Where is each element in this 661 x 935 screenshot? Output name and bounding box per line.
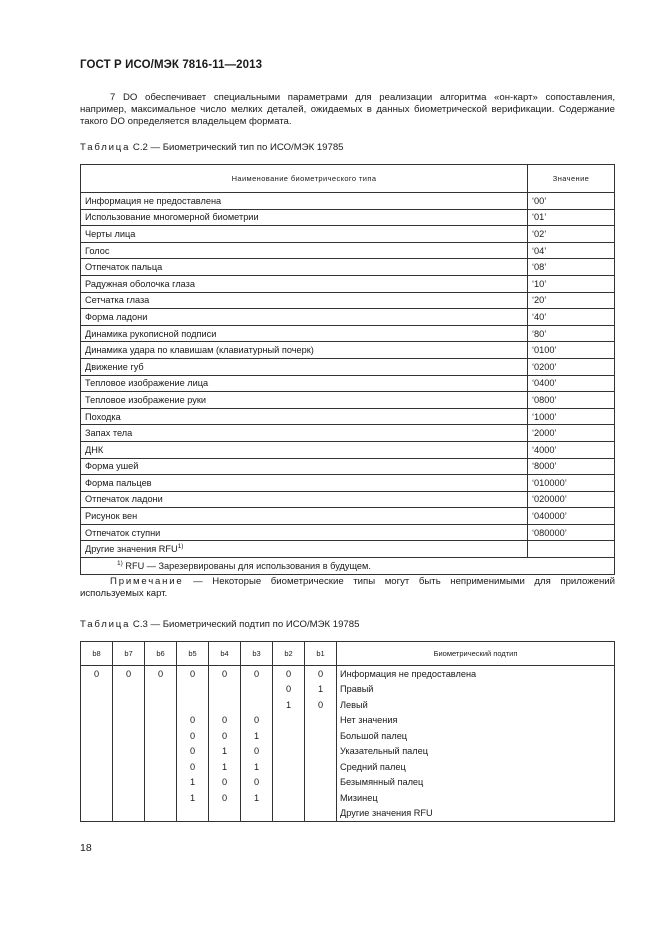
bit-cell: 1 <box>241 728 273 744</box>
subtype-name-cell: Безымянный палец <box>337 775 615 791</box>
bit-cell <box>81 682 113 698</box>
bit-cell: 1 <box>305 682 337 698</box>
table-row <box>81 790 615 806</box>
subtype-name-cell: Нет значения <box>337 713 615 729</box>
bit-cell <box>273 806 305 822</box>
footnote-mark: 1) <box>117 560 123 568</box>
bit-cell <box>81 713 113 729</box>
type-name-cell: Динамика рукописной подписи <box>81 325 528 342</box>
table-c3-caption-text: С.3 — Биометрический подтип по ИСО/МЭК 19785 <box>130 619 360 630</box>
table-row <box>81 666 615 682</box>
type-value-cell <box>528 541 615 558</box>
type-name-cell <box>81 541 528 558</box>
bit-cell <box>81 759 113 775</box>
table-row <box>81 524 615 541</box>
note-prefix: Примечание <box>110 576 184 587</box>
table-row <box>81 392 615 409</box>
bit-cell <box>81 790 113 806</box>
bit-column-header: b8 <box>81 642 113 666</box>
bit-cell <box>305 759 337 775</box>
bit-cell <box>81 806 113 822</box>
type-value-cell: ‘010000’ <box>528 475 615 492</box>
bit-cell <box>305 744 337 760</box>
biometric-subtype-table <box>80 641 615 822</box>
type-value-cell: ‘04’ <box>528 242 615 259</box>
bit-cell <box>305 775 337 791</box>
bit-cell <box>177 682 209 698</box>
table-c2-caption-prefix: Таблица <box>80 142 131 153</box>
bit-cell: 1 <box>209 759 241 775</box>
bit-cell <box>305 806 337 822</box>
bit-cell <box>145 775 177 791</box>
note-paragraph <box>80 576 615 600</box>
bit-cell: 0 <box>305 666 337 682</box>
bit-cell <box>145 744 177 760</box>
type-value-cell: ‘02’ <box>528 226 615 243</box>
bit-cell <box>273 790 305 806</box>
bit-cell: 0 <box>273 682 305 698</box>
bit-cell: 0 <box>209 666 241 682</box>
bit-cell <box>273 728 305 744</box>
type-name-cell: Форма пальцев <box>81 475 528 492</box>
bit-cell <box>113 744 145 760</box>
table-row <box>81 541 615 558</box>
table-c3-caption <box>80 619 359 630</box>
bit-cell <box>209 806 241 822</box>
type-value-cell: ‘0800’ <box>528 392 615 409</box>
bit-cell <box>113 697 145 713</box>
table-row <box>81 408 615 425</box>
table-row <box>81 728 615 744</box>
bit-cell <box>177 806 209 822</box>
type-name-cell: Сетчатка глаза <box>81 292 528 309</box>
page-number: 18 <box>80 842 92 854</box>
bit-cell: 0 <box>273 666 305 682</box>
bit-cell: 1 <box>241 790 273 806</box>
footnote-reference: 1) <box>177 543 184 551</box>
bit-cell: 1 <box>273 697 305 713</box>
table-row <box>81 209 615 226</box>
type-value-cell: ‘10’ <box>528 275 615 292</box>
subtype-name-cell: Большой палец <box>337 728 615 744</box>
bit-cell <box>145 682 177 698</box>
table-row <box>81 193 615 210</box>
type-name-cell: Тепловое изображение руки <box>81 392 528 409</box>
bit-cell: 0 <box>241 666 273 682</box>
type-value-cell: ‘01’ <box>528 209 615 226</box>
type-value-cell: ‘00’ <box>528 193 615 210</box>
type-value-cell: ‘0400’ <box>528 375 615 392</box>
table-c2-caption <box>80 142 344 153</box>
bit-cell <box>305 713 337 729</box>
subtype-name-cell: Левый <box>337 697 615 713</box>
bit-cell: 0 <box>177 713 209 729</box>
bit-cell <box>273 775 305 791</box>
table-row <box>81 375 615 392</box>
type-value-cell: ‘20’ <box>528 292 615 309</box>
table-c3-caption-prefix: Таблица <box>80 619 131 630</box>
bit-cell: 0 <box>209 713 241 729</box>
table-row <box>81 475 615 492</box>
bit-cell <box>81 775 113 791</box>
table-row <box>81 259 615 276</box>
table-header-row <box>81 165 615 193</box>
type-value-cell: ‘4000’ <box>528 441 615 458</box>
type-name-cell: Запах тела <box>81 425 528 442</box>
type-value-cell: ‘40’ <box>528 309 615 326</box>
bit-cell <box>145 728 177 744</box>
bit-column-header: b5 <box>177 642 209 666</box>
type-value-cell: ‘8000’ <box>528 458 615 475</box>
type-name-cell: Информация не предоставлена <box>81 193 528 210</box>
table-row <box>81 806 615 822</box>
bit-cell <box>145 713 177 729</box>
table-row <box>81 744 615 760</box>
note-text: — Некоторые биометрические типы могут быть неприменимыми для приложений используемых карт. <box>80 576 615 600</box>
biometric-subtype-table-body <box>81 666 615 822</box>
bit-cell <box>209 697 241 713</box>
footnote-text: RFU — Зарезервированы для использования в будущем. <box>122 561 371 572</box>
bit-cell <box>241 697 273 713</box>
table-row <box>81 309 615 326</box>
table-row <box>81 775 615 791</box>
bit-column-header: b3 <box>241 642 273 666</box>
bit-cell: 0 <box>81 666 113 682</box>
bit-cell <box>305 790 337 806</box>
type-name-cell: Тепловое изображение лица <box>81 375 528 392</box>
table-row <box>81 441 615 458</box>
bit-cell <box>81 744 113 760</box>
bit-cell <box>273 759 305 775</box>
type-name-cell: Радужная оболочка глаза <box>81 275 528 292</box>
biometric-type-table <box>80 164 615 575</box>
bit-cell: 0 <box>241 744 273 760</box>
bit-column-header: b6 <box>145 642 177 666</box>
table-row <box>81 491 615 508</box>
bit-column-header: b7 <box>113 642 145 666</box>
intro-paragraph: 7 DO обеспечивает специальными параметрами для реализации алгоритма «он-карт» сопоставления, например, максимальное число мелких деталей, ожидаемых в данных биометрической верификации. Содержание такого DO определяется владельцем формата. <box>80 92 615 128</box>
bit-cell <box>241 806 273 822</box>
table-row <box>81 425 615 442</box>
bit-cell: 1 <box>209 744 241 760</box>
bit-cell: 0 <box>241 713 273 729</box>
bit-cell <box>81 697 113 713</box>
other-values-label: Другие значения RFU <box>85 544 178 555</box>
table-row <box>81 713 615 729</box>
bit-cell: 0 <box>113 666 145 682</box>
type-value-cell: ‘08’ <box>528 259 615 276</box>
bit-cell <box>81 728 113 744</box>
bit-cell <box>305 728 337 744</box>
type-value-cell: ‘1000’ <box>528 408 615 425</box>
type-value-cell: ‘0100’ <box>528 342 615 359</box>
subtype-name-cell: Правый <box>337 682 615 698</box>
bit-cell: 0 <box>209 790 241 806</box>
bit-cell: 0 <box>241 775 273 791</box>
table-c2-caption-text: С.2 — Биометрический тип по ИСО/МЭК 19785 <box>130 142 344 153</box>
bit-cell <box>113 790 145 806</box>
column-header-name: Наименование биометрического типа <box>81 165 528 193</box>
bit-cell <box>273 744 305 760</box>
bit-cell <box>113 806 145 822</box>
bit-cell <box>145 759 177 775</box>
type-name-cell: Форма ушей <box>81 458 528 475</box>
bit-cell <box>177 697 209 713</box>
bit-cell <box>145 697 177 713</box>
type-name-cell: Черты лица <box>81 226 528 243</box>
bit-cell: 0 <box>145 666 177 682</box>
bit-cell <box>113 759 145 775</box>
type-value-cell: ‘80’ <box>528 325 615 342</box>
bit-cell <box>241 682 273 698</box>
subtype-name-cell: Указательный палец <box>337 744 615 760</box>
bit-cell: 1 <box>177 775 209 791</box>
subtype-column-header: Биометрический подтип <box>337 642 615 666</box>
type-value-cell: ‘2000’ <box>528 425 615 442</box>
table-row <box>81 682 615 698</box>
bit-column-header: b2 <box>273 642 305 666</box>
bit-cell: 0 <box>177 759 209 775</box>
bit-cell <box>209 682 241 698</box>
table-row <box>81 275 615 292</box>
bit-cell: 0 <box>209 775 241 791</box>
bit-cell <box>113 682 145 698</box>
bit-cell <box>113 713 145 729</box>
bit-cell <box>113 775 145 791</box>
table-row <box>81 759 615 775</box>
table-row <box>81 458 615 475</box>
bit-column-header: b1 <box>305 642 337 666</box>
type-name-cell: Голос <box>81 242 528 259</box>
bit-cell: 0 <box>177 728 209 744</box>
bit-column-header: b4 <box>209 642 241 666</box>
bit-cell: 1 <box>241 759 273 775</box>
footnote-cell <box>81 558 615 575</box>
bit-cell: 1 <box>177 790 209 806</box>
document-header: ГОСТ Р ИСО/МЭК 7816-11—2013 <box>80 59 263 71</box>
type-name-cell: Форма ладони <box>81 309 528 326</box>
table-row <box>81 226 615 243</box>
type-value-cell: ‘020000’ <box>528 491 615 508</box>
type-name-cell: Отпечаток ладони <box>81 491 528 508</box>
table-row <box>81 292 615 309</box>
subtype-name-cell: Другие значения RFU <box>337 806 615 822</box>
table-row <box>81 358 615 375</box>
type-value-cell: ‘0200’ <box>528 358 615 375</box>
subtype-name-cell: Информация не предоставлена <box>337 666 615 682</box>
bit-cell <box>113 728 145 744</box>
bit-cell <box>145 806 177 822</box>
subtype-name-cell: Средний палец <box>337 759 615 775</box>
type-name-cell: Рисунок вен <box>81 508 528 525</box>
type-name-cell: Динамика удара по клавишам (клавиатурный почерк) <box>81 342 528 359</box>
bit-cell: 0 <box>305 697 337 713</box>
type-value-cell: ‘040000’ <box>528 508 615 525</box>
bit-cell: 0 <box>209 728 241 744</box>
subtype-name-cell: Мизинец <box>337 790 615 806</box>
type-name-cell: Отпечаток ступни <box>81 524 528 541</box>
table-row <box>81 508 615 525</box>
column-header-value: Значение <box>528 165 615 193</box>
bit-cell <box>273 713 305 729</box>
bit-cell: 0 <box>177 666 209 682</box>
type-name-cell: Использование многомерной биометрии <box>81 209 528 226</box>
footnote-row <box>81 558 615 575</box>
table-row <box>81 242 615 259</box>
table-row <box>81 342 615 359</box>
type-value-cell: ‘080000’ <box>528 524 615 541</box>
bit-cell: 0 <box>177 744 209 760</box>
bit-cell <box>145 790 177 806</box>
type-name-cell: ДНК <box>81 441 528 458</box>
type-name-cell: Движение губ <box>81 358 528 375</box>
biometric-type-table-body <box>81 193 615 541</box>
type-name-cell: Походка <box>81 408 528 425</box>
type-name-cell: Отпечаток пальца <box>81 259 528 276</box>
table-header-row <box>81 642 615 666</box>
table-row <box>81 325 615 342</box>
table-row <box>81 697 615 713</box>
